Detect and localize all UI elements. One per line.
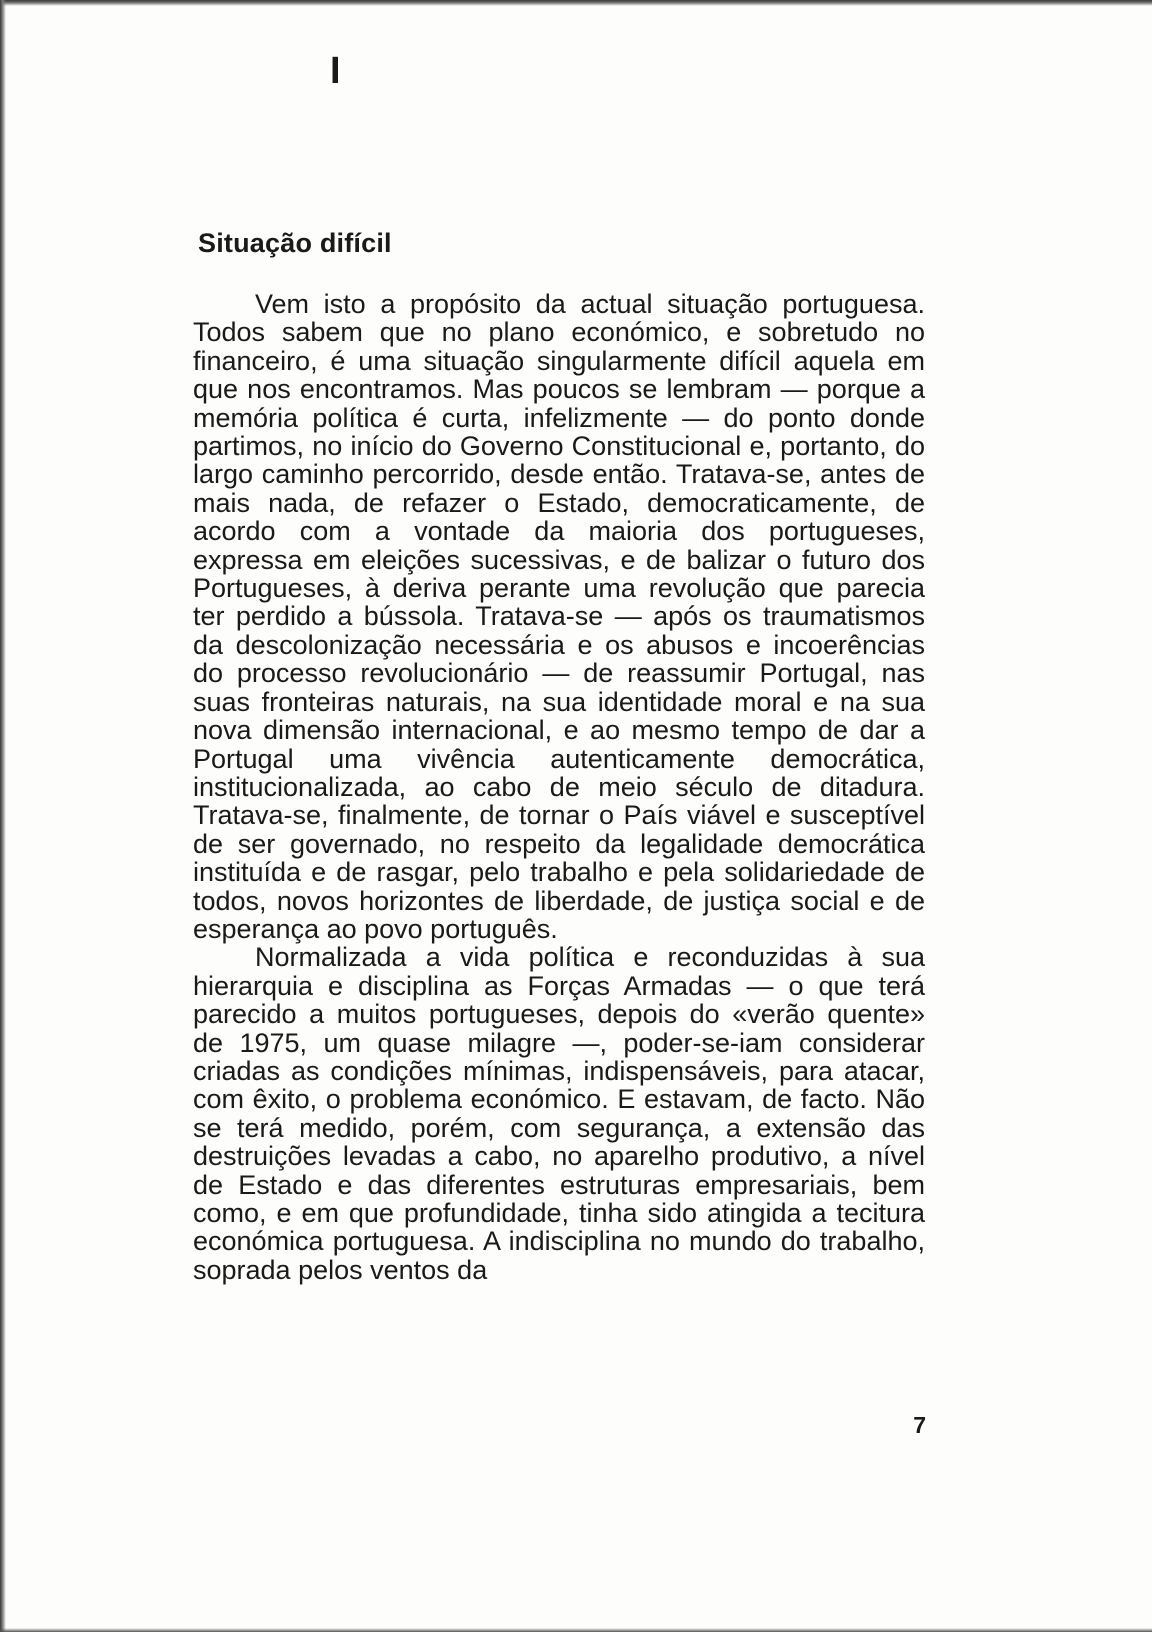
scan-edge-top <box>0 0 1152 6</box>
section-title: Situação difícil <box>198 228 392 258</box>
page-number: 7 <box>913 1412 926 1438</box>
paragraph-2: Normalizada a vida política e reconduzidas à sua hierarquia e disciplina as Forças Armadas — o que terá parecido a muitos portugueses, depois do «verão quente» de 1975, um quase milagre —, poder-se-iam considerar criadas as condições mínimas, indispensáveis, para atacar, com êxito, o problema económico. E estavam, de facto. Não se terá medido, porém, com segurança, a extensão das destruições levadas a cabo, no aparelho produtivo, a nível de Estado e das diferentes estruturas empresariais, bem como, e em que profundidade, tinha sido atingida a tecitura económica portuguesa. A indisciplina no mundo do trabalho, soprada pelos ventos da <box>193 942 925 1285</box>
scan-edge-bottom <box>0 1628 1152 1632</box>
paragraph-1: Vem isto a propósito da actual situação portuguesa. Todos sabem que no plano económico, e sobretudo no financeiro, é uma situação singularmente difícil aquela em que nos encontramos. Mas poucos se lembram — porque a memória política é curta, infelizmente — do ponto donde partimos, no início do Governo Constitucional e, portanto, do largo caminho percorrido, desde então. Tratava-se, antes de mais nada, de refazer o Estado, democraticamente, de acordo com a vontade da maioria dos portugueses, expressa em eleições sucessivas, e de balizar o futuro dos Portugueses, à deriva perante uma revolução que parecia ter perdido a bússola. Tratava-se — após os traumatismos da descolonização necessária e os abusos e incoerências do processo revolucionário — de reassumir Portugal, nas suas fronteiras naturais, na sua identidade moral e na sua nova dimensão internacional, e ao mesmo tempo de dar a Portugal uma vivência autenticamente democrática, institucionalizada, ao cabo de meio século de ditadura. Tratava-se, finalmente, de tornar o País viável e susceptível de ser governado, no respeito da legalidade democrática instituída e de rasgar, pelo trabalho e pela solidariedade de todos, novos horizontes de liberdade, de justiça social e de esperança ao povo português. <box>193 289 925 944</box>
body-text <box>193 290 925 1284</box>
scan-edge-left <box>0 0 6 1632</box>
part-number: I <box>330 50 341 92</box>
